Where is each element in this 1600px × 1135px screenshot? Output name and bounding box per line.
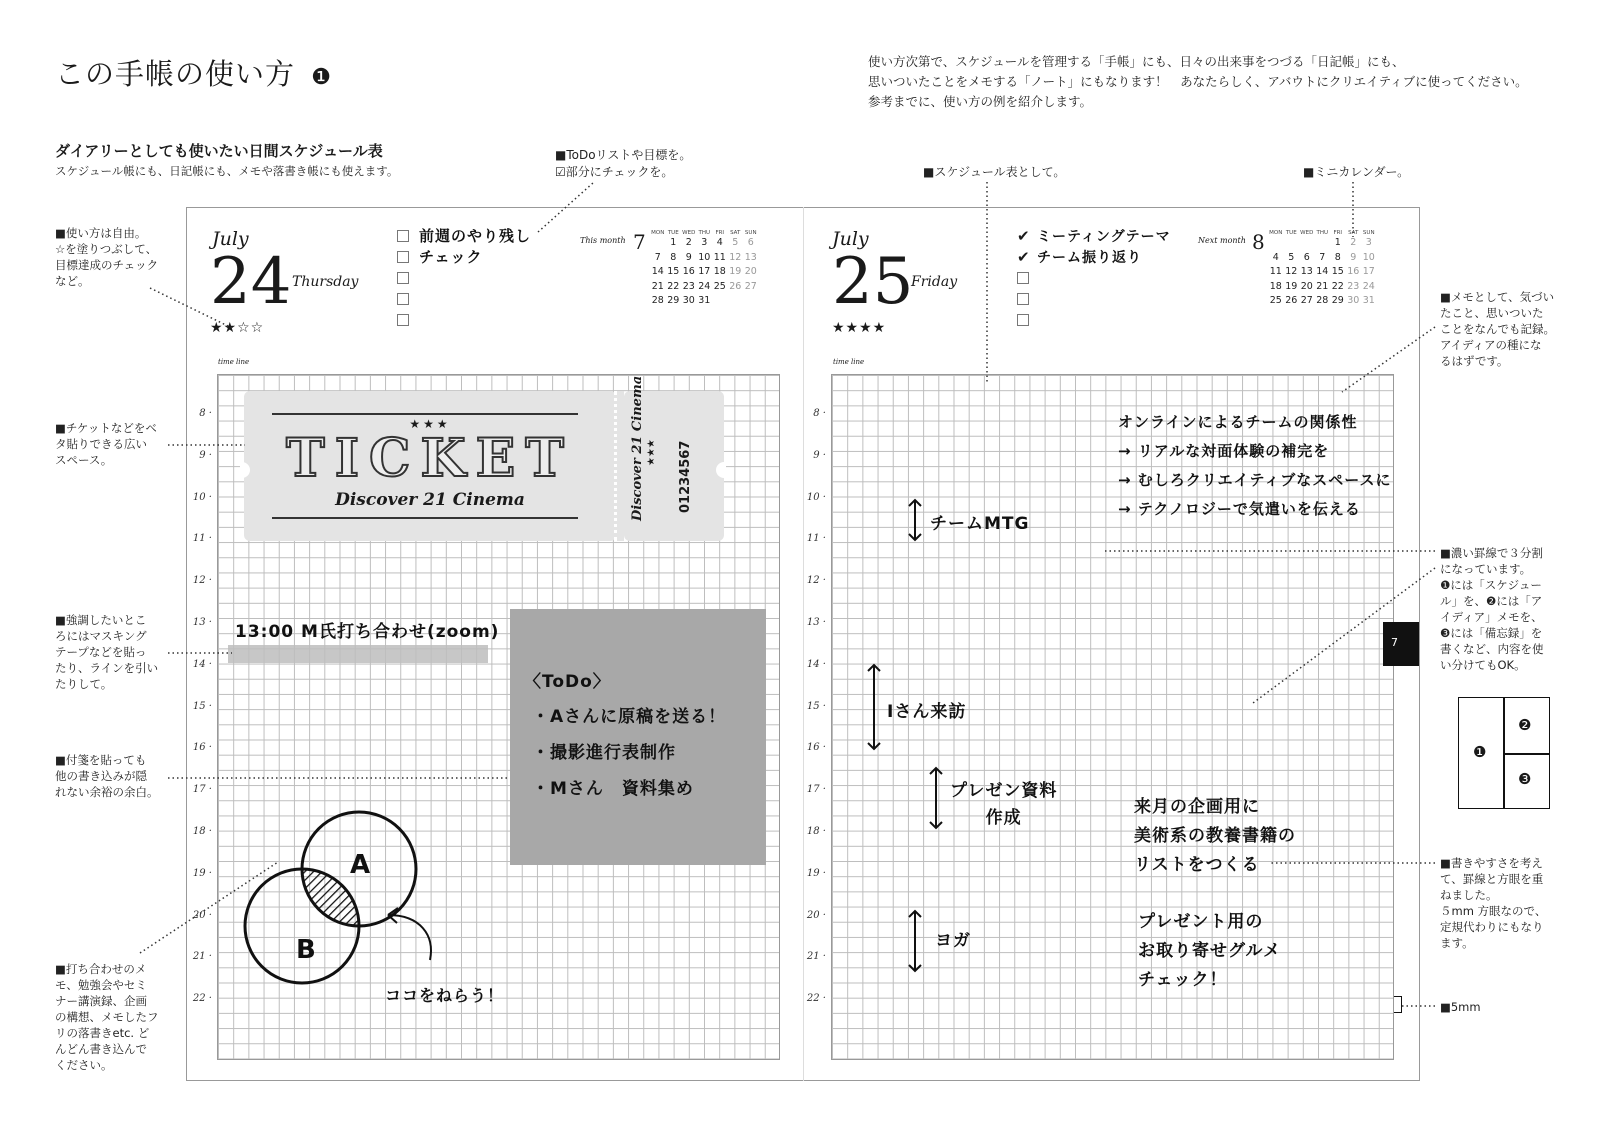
ticket-stub-number: 01234567 <box>678 440 693 513</box>
note-line: ください。 <box>55 1058 113 1072</box>
hour-label: 10 · <box>806 491 826 503</box>
cal-header: SUN <box>744 230 757 236</box>
cal-day: 4 <box>1272 251 1279 263</box>
hour-label: 22 · <box>806 993 826 1005</box>
cal-day: 1 <box>670 237 677 248</box>
ticket-stars: ★★★ <box>409 417 451 431</box>
hour-label: 17 · <box>806 784 826 796</box>
cal-header: TUE <box>667 230 679 236</box>
hour-label: 20 · <box>806 909 826 921</box>
yoga-entry: ヨガ <box>935 931 971 951</box>
hour-label: 16 · <box>192 742 212 754</box>
right-month: July <box>832 228 869 250</box>
presen-line: プレゼン資料 <box>950 781 1058 801</box>
note-line: ■付箋を貼っても <box>55 753 147 767</box>
cal-day: 30 <box>682 295 695 306</box>
hour-label: 22 · <box>192 993 212 1005</box>
todo-text: 前週のやり残し <box>419 227 532 245</box>
hour-label: 8 · <box>199 408 212 419</box>
hour-label: 13 · <box>806 617 826 628</box>
right-weekday: Friday <box>911 274 958 290</box>
mini-calendar-callout: ■ミニカレンダー。 <box>1303 165 1410 179</box>
hour-label: 10 · <box>192 491 212 503</box>
cal-day: 7 <box>654 251 661 263</box>
cal-header: TUE <box>1285 230 1297 236</box>
note-line: アイディアの種にな <box>1440 338 1542 352</box>
hour-label: 16 · <box>806 742 826 754</box>
ticket-word: TICKET <box>286 428 574 489</box>
cal-day: 15 <box>1331 266 1344 277</box>
hour-label: 11 · <box>806 533 826 545</box>
note-line: ❶には「スケジュー <box>1440 578 1542 592</box>
cal-day: 28 <box>1316 295 1329 306</box>
split-three: ❸ <box>1518 770 1532 788</box>
note-line: スペース。 <box>55 453 113 467</box>
venn-label-a: A <box>350 850 372 880</box>
note-line: ねました。 <box>1440 888 1498 902</box>
check-icon[interactable]: ✔ <box>1017 247 1030 266</box>
schedule-callout: ■スケジュール表として。 <box>923 165 1066 179</box>
memo-line: → テクノロジーで気遣いを伝える <box>1118 500 1361 518</box>
cal-header: FRI <box>715 230 725 236</box>
hour-label: 18 · <box>192 826 212 837</box>
title-badge: ❶ <box>311 65 332 90</box>
page-title-text: この手帳の使い方 <box>55 57 296 91</box>
hour-label: 15 · <box>806 700 826 712</box>
five-mm-note: ■5mm <box>1440 1000 1481 1014</box>
intro-line: 思いついたことをメモする「ノート」にもなります！ あなたらしく、アバウトにクリエイティブに使ってください。 <box>868 74 1528 89</box>
cal-day: 18 <box>1269 280 1282 292</box>
note-line: イディア」メモを、 <box>1440 610 1543 624</box>
cal-day: 24 <box>698 280 711 292</box>
cal-day: 19 <box>729 266 742 277</box>
note-line: ます。 <box>1440 936 1474 950</box>
right-day-number: 25 <box>832 245 914 319</box>
cal-day: 5 <box>1288 251 1295 263</box>
ticket-stub-stars: ★★★ <box>646 439 657 466</box>
cal-day: 8 <box>670 251 677 263</box>
hour-label: 21 · <box>806 951 826 963</box>
left-star-rating[interactable]: ★★☆☆ <box>210 320 265 336</box>
cal-day: 10 <box>1362 251 1375 263</box>
cal-day: 29 <box>1331 295 1344 306</box>
cal-day: 23 <box>1347 280 1360 292</box>
cal-header: SUN <box>1362 230 1375 236</box>
sticky-item: ・Aさんに原稿を送る！ <box>532 707 727 727</box>
cal-day: 13 <box>1300 266 1313 277</box>
left-month: July <box>212 228 249 250</box>
note-line: たり、ラインを引い <box>55 661 159 675</box>
callout-line: ■ToDoリストや目標を。 <box>555 148 692 162</box>
hour-label: 9 · <box>813 449 826 461</box>
gourmet-line: プレゼント用の <box>1138 912 1264 932</box>
cal-day: 4 <box>716 237 723 248</box>
hour-label: 12 · <box>192 575 212 587</box>
note-line: になっています。 <box>1440 562 1532 576</box>
month-index-tab[interactable]: 7 <box>1383 622 1419 666</box>
cal-day: 13 <box>744 251 757 263</box>
note-line: ■強調したいとこ <box>55 613 147 627</box>
hour-label: 14 · <box>192 658 212 670</box>
cal-day: 12 <box>1285 266 1298 277</box>
cal-day: 2 <box>685 237 692 248</box>
note-line: たこと、思いついた <box>1440 306 1544 320</box>
plan-line: 美術系の教養書籍の <box>1134 826 1296 846</box>
cal-day: 6 <box>1303 251 1310 263</box>
gourmet-line: お取り寄せグルメ <box>1138 941 1281 961</box>
cal-day: 23 <box>682 280 695 292</box>
cal-day: 8 <box>1334 251 1341 263</box>
venn-label-b: B <box>296 935 317 965</box>
note-line: ❸には「備忘録」を <box>1440 626 1543 640</box>
right-star-rating[interactable]: ★★★★ <box>832 320 887 336</box>
cal-header: SAT <box>730 230 741 236</box>
left-weekday: Thursday <box>292 274 359 290</box>
note-line: ル」を、❷には「ア <box>1440 594 1543 608</box>
cal-day: 21 <box>1316 280 1329 292</box>
cal-day: 22 <box>1331 280 1344 292</box>
note-line: 他の書き込みが隠 <box>55 769 147 783</box>
cal-day: 2 <box>1350 237 1357 248</box>
gourmet-line: チェック！ <box>1138 970 1228 990</box>
cal-day: 5 <box>732 237 739 248</box>
note-line: い分けてもOK。 <box>1440 658 1526 672</box>
cal-day: 9 <box>1350 251 1357 263</box>
memo-line: → リアルな対面体験の補完を <box>1118 442 1330 460</box>
cal-day: 16 <box>682 266 695 277</box>
meeting-entry: 13:00 M氏打ち合わせ(zoom) <box>235 622 500 642</box>
cal-day: 1 <box>1334 237 1341 248</box>
note-line: ■使い方は自由。 <box>55 226 147 240</box>
split-one: ❶ <box>1473 743 1487 761</box>
left-cal-month: 7 <box>633 230 646 254</box>
cal-day: 17 <box>698 266 711 277</box>
sticky-item: ・撮影進行表制作 <box>532 743 676 763</box>
cal-day: 25 <box>1269 295 1282 306</box>
sticky-title: 〈ToDo〉 <box>524 672 611 692</box>
cal-day: 15 <box>667 266 680 277</box>
todo-text: ミーティングテーマ <box>1037 228 1171 245</box>
cal-day: 26 <box>1285 295 1298 306</box>
cal-day: 28 <box>651 295 664 306</box>
cal-day: 24 <box>1362 280 1375 292</box>
ticket-brand: Discover 21 Cinema <box>335 490 525 510</box>
intro-line: 参考までに、使い方の例を紹介します。 <box>868 94 1093 109</box>
section-subheading: スケジュール帳にも、日記帳にも、メモや落書き帳にも使えます。 <box>55 164 399 178</box>
cal-header: WED <box>1300 230 1314 236</box>
hour-label: 18 · <box>806 826 826 837</box>
callout-line: ☑部分にチェックを。 <box>555 165 674 179</box>
memo-line: オンラインによるチームの関係性 <box>1118 413 1358 431</box>
hour-label: 17 · <box>192 784 212 796</box>
cal-day: 19 <box>1285 280 1298 292</box>
right-timeline-label: time line <box>833 358 865 366</box>
cal-day: 31 <box>1362 295 1375 306</box>
cal-day: 3 <box>701 237 708 248</box>
note-line: など。 <box>55 274 90 288</box>
cal-day: 20 <box>1300 280 1313 292</box>
cal-day: 14 <box>1316 266 1329 277</box>
intro-line: 使い方次第で、スケジュールを管理する「手帳」にも、日々の出来事をつづる「日記帳」にも、 <box>868 54 1405 69</box>
note-line: ろにはマスキング <box>55 629 147 643</box>
cal-day: 7 <box>1319 251 1326 263</box>
cal-day: 16 <box>1347 266 1360 277</box>
note-line: の構想、メモしたフ <box>55 1010 159 1024</box>
note-line: ことをなんでも記録。 <box>1440 322 1555 336</box>
right-cal-month: 8 <box>1252 230 1265 254</box>
note-line: タ貼りできる広い <box>55 437 147 451</box>
check-icon[interactable]: ✔ <box>1017 226 1030 245</box>
cal-header: WED <box>682 230 696 236</box>
ticket-stub-brand: Discover 21 Cinema <box>630 375 645 521</box>
note-line: ■濃い罫線で３分割 <box>1440 546 1543 560</box>
cal-day: 29 <box>667 295 680 306</box>
left-day-number: 24 <box>210 245 292 319</box>
note-line: ☆を塗りつぶして、 <box>55 242 158 256</box>
note-line: ナー講演録、企画 <box>55 994 147 1008</box>
plan-line: リストをつくる <box>1134 855 1260 875</box>
hour-label: 8 · <box>813 408 826 419</box>
todo-text: チーム振り返り <box>1037 249 1142 266</box>
note-line: んどん書き込んで <box>55 1042 147 1056</box>
hour-label: 12 · <box>806 575 826 587</box>
hour-label: 11 · <box>192 533 212 545</box>
visit-entry: Iさん来訪 <box>887 702 967 722</box>
cal-header: MON <box>1269 230 1283 236</box>
note-line: て、罫線と方眼を重 <box>1440 872 1544 886</box>
hour-label: 19 · <box>806 867 826 879</box>
note-line: ■メモとして、気づい <box>1440 290 1555 304</box>
memo-line: → むしろクリエイティブなスペースに <box>1118 471 1392 489</box>
cal-day: 27 <box>1300 295 1313 306</box>
note-line: リの落書きetc. ど <box>55 1026 150 1040</box>
note-line: ■打ち合わせのメ <box>55 962 147 976</box>
presen-line: 作成 <box>985 808 1022 828</box>
cal-day: 17 <box>1362 266 1375 277</box>
cal-day: 30 <box>1347 295 1360 306</box>
cal-day: 11 <box>1269 266 1282 277</box>
cal-day: 11 <box>713 251 726 263</box>
left-cal-label: This month <box>580 236 626 245</box>
cal-day: 27 <box>744 280 757 292</box>
note-line: たりして。 <box>55 677 113 691</box>
venn-note: ココをねらう！ <box>385 986 505 1005</box>
cal-header: FRI <box>1333 230 1343 236</box>
cal-day: 14 <box>651 266 664 277</box>
hour-label: 21 · <box>192 951 212 963</box>
note-line: ■書きやすさを考え <box>1440 856 1543 870</box>
hour-label: 9 · <box>199 449 212 461</box>
hour-label: 15 · <box>192 700 212 712</box>
cal-day: 18 <box>713 266 726 277</box>
note-line: テープなどを貼っ <box>55 645 147 659</box>
section-heading: ダイアリーとしても使いたい日間スケジュール表 <box>55 142 383 160</box>
cal-day: 22 <box>667 280 680 292</box>
sticky-item: ・Mさん 資料集め <box>532 779 694 799</box>
cal-day: 6 <box>747 237 754 248</box>
hour-label: 13 · <box>192 617 212 628</box>
note-line: れない余裕の余白。 <box>55 785 159 799</box>
hour-label: 14 · <box>806 658 826 670</box>
note-line: るはずです。 <box>1440 354 1509 368</box>
cal-day: 26 <box>729 280 742 292</box>
cal-day: 20 <box>744 266 757 277</box>
left-timeline-label: time line <box>218 358 250 366</box>
cal-header: SAT <box>1348 230 1359 236</box>
hour-label: 20 · <box>192 909 212 921</box>
right-cal-label: Next month <box>1198 236 1246 245</box>
cal-header: THU <box>1316 230 1329 236</box>
note-line: 書くなど、内容を使 <box>1440 642 1544 656</box>
cal-day: 31 <box>698 295 711 306</box>
cal-header: THU <box>698 230 711 236</box>
note-line: 定規代わりにもなり <box>1440 920 1544 934</box>
note-line: ■チケットなどをベ <box>55 421 157 435</box>
hour-label: 19 · <box>192 867 212 879</box>
cal-day: 21 <box>651 280 664 292</box>
mtg-entry: チームMTG <box>930 514 1030 534</box>
cal-header: MON <box>651 230 665 236</box>
plan-line: 来月の企画用に <box>1134 797 1260 817</box>
note-line: ５mm 方眼なので、 <box>1440 904 1547 918</box>
cal-day: 25 <box>713 280 726 292</box>
cal-day: 3 <box>1365 237 1372 248</box>
cal-day: 9 <box>685 251 692 263</box>
split-two: ❷ <box>1518 716 1532 734</box>
cal-day: 10 <box>698 251 711 263</box>
note-line: モ、勉強会やセミ <box>55 978 147 992</box>
note-line: 目標達成のチェック <box>55 258 159 272</box>
todo-text: チェック <box>419 248 483 266</box>
cal-day: 12 <box>729 251 742 263</box>
